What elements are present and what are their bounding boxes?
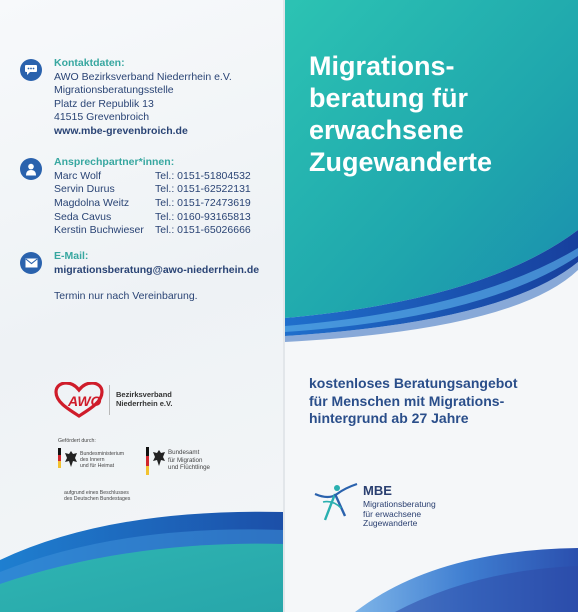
- german-flag-icon: [58, 448, 61, 468]
- person-name: Servin Durus: [54, 183, 115, 196]
- ministry-line: und für Heimat: [80, 463, 115, 469]
- website-link[interactable]: www.mbe-grevenbroich.de: [54, 124, 188, 137]
- footer-wave: [285, 540, 578, 612]
- email-address[interactable]: migrationsberatung@awo-niederrhein.de: [54, 263, 260, 276]
- contact-line: Migrationsberatungsstelle: [54, 84, 174, 96]
- mbe-figure-icon: [311, 480, 361, 530]
- person-name: Magdolna Weitz: [54, 196, 130, 209]
- person-phone[interactable]: Tel.: 0151-62522131: [155, 183, 251, 196]
- appointment-note: Termin nur nach Vereinbarung.: [54, 290, 198, 302]
- contact-panel: [0, 0, 284, 612]
- person-name: Seda Cavus: [54, 210, 112, 223]
- contact-body: [54, 57, 284, 138]
- awo-logo-text: AWO: [68, 393, 102, 409]
- ministry-line: Bundesamt: [168, 449, 200, 456]
- person-phone[interactable]: Tel.: 0151-72473619: [155, 196, 251, 209]
- contact-line: Platz der Republik 13: [54, 97, 154, 110]
- ministry-line: Bundesministerium: [80, 451, 125, 457]
- mbe-logo: [311, 480, 481, 535]
- person-name: Kerstin Buchwieser: [54, 224, 144, 237]
- decorative-wave: [0, 500, 284, 612]
- contact-line: 41515 Grevenbroich: [54, 111, 150, 123]
- resolution-line: aufgrund eines Beschlusses: [64, 490, 129, 496]
- person-icon: [20, 158, 42, 180]
- contact-line: AWO Bezirksverband Niederrhein e.V.: [54, 70, 232, 83]
- flyer-subtitle: kostenloses Beratungsangebot für Menschen mit Migrations- hintergrund ab 27 Jahre: [309, 375, 518, 426]
- person-row: [54, 183, 284, 197]
- ministry-bamf: [168, 449, 210, 472]
- mbe-title: MBE: [363, 483, 392, 498]
- ministry-line: für Migration: [168, 456, 203, 464]
- person-row: [54, 211, 284, 225]
- mbe-subtitle: Migrationsberatung für erwachsene Zugewanderte: [363, 499, 436, 528]
- person-row: [54, 197, 284, 211]
- german-flag-icon: [146, 447, 149, 475]
- ministry-line: des Innern: [80, 457, 105, 463]
- awo-separator: [109, 385, 110, 415]
- flyer-title: Migrations- beratung für erwachsene Zugewanderte: [309, 51, 493, 177]
- email-body: [54, 250, 284, 277]
- awo-org-name: [116, 390, 172, 408]
- funding-label: Gefördert durch:: [58, 438, 96, 444]
- eagle-icon: [152, 449, 166, 467]
- resolution-line: des Deutschen Bundestages: [64, 496, 131, 502]
- person-name: Marc Wolf: [54, 169, 102, 182]
- person-row: [54, 224, 284, 238]
- ministry-interior: [80, 451, 124, 469]
- contact-label: Kontaktdaten:: [54, 57, 125, 69]
- awo-name-line: Bezirksverband: [116, 390, 172, 399]
- ministry-line: und Flüchtlinge: [168, 464, 210, 471]
- awo-name-line: Niederrhein e.V.: [116, 399, 173, 408]
- cover-panel: [285, 0, 578, 612]
- eagle-icon: [64, 450, 78, 468]
- envelope-icon: [20, 252, 42, 274]
- persons-body: [54, 156, 284, 238]
- person-row: [54, 170, 284, 184]
- person-phone[interactable]: Tel.: 0151-65026666: [155, 224, 251, 237]
- awo-logo: [54, 382, 234, 422]
- person-phone[interactable]: Tel.: 0160-93165813: [155, 210, 251, 223]
- email-label: E-Mail:: [54, 250, 89, 262]
- chat-bubble-icon: [20, 59, 42, 81]
- person-phone[interactable]: Tel.: 0151-51804532: [155, 169, 251, 182]
- persons-label: Ansprechpartner*innen:: [54, 156, 175, 168]
